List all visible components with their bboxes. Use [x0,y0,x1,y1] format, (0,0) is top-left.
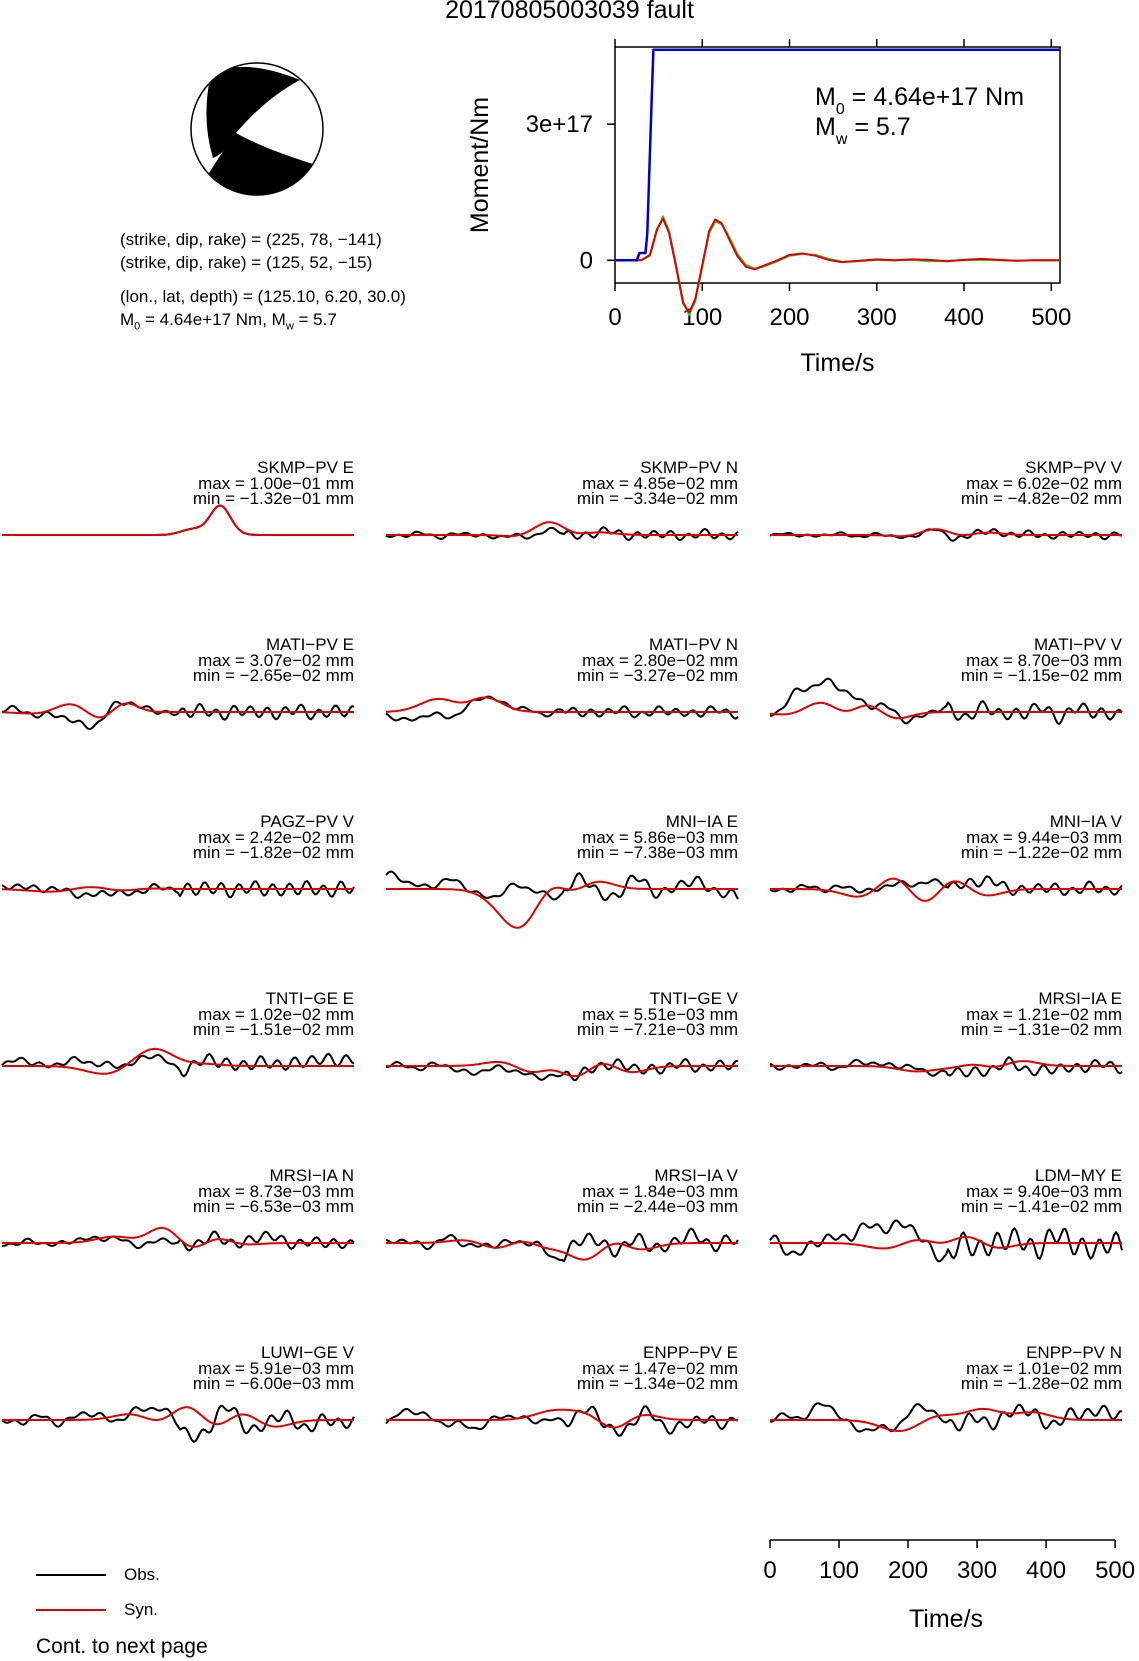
observed-trace [386,1059,738,1080]
waveform-panel [386,1343,738,1436]
min-amplitude-label: min = −7.38e−03 mm [576,843,738,862]
observed-trace [2,506,354,535]
min-amplitude-label: min = −1.32e−01 mm [192,489,354,508]
station-label: SKMP−PV V [1025,458,1122,477]
station-label: MRSI−IA N [269,1166,354,1185]
max-amplitude-label: max = 5.51e−03 mm [582,1005,738,1024]
max-amplitude-label: max = 6.02e−02 mm [966,474,1122,493]
max-amplitude-label: max = 5.91e−03 mm [198,1359,354,1378]
max-amplitude-label: max = 1.01e−02 mm [966,1359,1122,1378]
synthetic-trace [770,1409,1122,1431]
page-title: 20170805003039 fault [445,0,694,24]
observed-trace [770,1221,1122,1262]
max-amplitude-label: max = 1.84e−03 mm [582,1182,738,1201]
station-label: SKMP−PV N [640,458,738,477]
x-tick-label: 200 [769,304,810,331]
station-label: ENPP−PV N [1026,1343,1122,1362]
synthetic-trace [2,1228,354,1247]
moment-magnitude-line: $M_0 = 4.64e+17$ Nm, $M_w = 5.7$ [120,310,337,333]
waveform-panel [770,458,1123,541]
waveform-panel [386,989,739,1080]
observed-trace [2,702,354,729]
waveform-panel [386,635,738,721]
max-amplitude-label: max = 4.85e−02 mm [582,474,738,493]
max-amplitude-label: max = 9.44e−03 mm [966,828,1122,847]
station-label: MRSI−IA E [1038,989,1122,1008]
waveform-panel [386,458,738,540]
cumulative-moment-line [615,50,1060,261]
station-label: PAGZ−PV V [260,812,354,831]
y-tick-label: 0 [579,247,593,275]
observed-trace [2,1232,354,1251]
max-amplitude-label: max = 8.70e−03 mm [966,651,1122,670]
x-axis-label: Time/s [800,349,875,377]
max-amplitude-label: max = 8.73e−03 mm [198,1182,354,1201]
observed-trace [386,872,738,901]
min-amplitude-label: min = −3.27e−02 mm [576,666,738,685]
max-amplitude-label: max = 1.21e−02 mm [966,1005,1122,1024]
legend-synthetic [36,1600,216,1620]
synthetic-trace [2,506,354,535]
min-amplitude-label: min = −1.15e−02 mm [960,666,1122,685]
waveform-panel [770,635,1123,724]
station-label: LUWI−GE V [260,1343,354,1362]
y-tick-label: 3e+17 [525,111,593,139]
max-amplitude-label: max = 5.86e−03 mm [582,828,738,847]
observed-trace [386,1229,738,1262]
time-axis-label: Time/s [908,1605,984,1630]
waveform-panel [2,812,355,898]
station-label: SKMP−PV E [257,458,354,477]
m0-annotation: $M_0 = 4.64e+17$ Nm [815,83,1025,118]
nodal-plane-1: (strike, dip, rake) = (225, 78, −141) [120,230,382,249]
nodal-plane-2: (strike, dip, rake) = (125, 52, −15) [120,253,373,272]
focal-mechanism-beachball [186,58,328,200]
x-tick-label: 400 [943,304,985,331]
time-axis-tick-label: 100 [818,1557,860,1584]
observed-line-swatch [36,1574,106,1576]
synthetic-trace [386,1410,738,1428]
synthetic-trace [2,1049,354,1074]
min-amplitude-label: min = −1.34e−02 mm [576,1374,738,1393]
min-amplitude-label: min = −1.31e−02 mm [960,1020,1122,1039]
station-label: MATI−PV E [265,635,354,654]
waveform-panel [2,458,354,535]
seismogram-grid [0,455,1139,1630]
station-label: TNTI−GE E [265,989,354,1008]
legend-synthetic-label: Syn. [124,1600,159,1619]
min-amplitude-label: min = −1.28e−02 mm [960,1374,1122,1393]
time-axis-tick-label: 300 [957,1557,998,1584]
time-axis-tick-label: 500 [1095,1557,1136,1584]
waveform-panel [770,989,1122,1076]
y-axis-label: Moment/Nm [466,96,494,234]
legend-observed-label: Obs. [124,1565,160,1584]
min-amplitude-label: min = −1.22e−02 mm [960,843,1122,862]
waveform-panel [770,1343,1122,1432]
waveform-panel [770,1166,1122,1261]
station-label: MRSI−IA V [654,1166,738,1185]
station-label: ENPP−PV E [643,1343,738,1362]
legend-observed [36,1565,216,1585]
synthetic-trace [386,1240,738,1259]
x-tick-label: 500 [1031,304,1072,331]
min-amplitude-label: min = −2.65e−02 mm [192,666,354,685]
waveform-panel [386,812,738,928]
x-tick-label: 0 [608,304,622,331]
min-amplitude-label: min = −2.44e−03 mm [576,1197,738,1216]
min-amplitude-label: min = −6.53e−03 mm [192,1197,354,1216]
observed-trace [386,527,738,540]
continuation-note: Cont. to next page [36,1635,208,1658]
max-amplitude-label: max = 9.40e−03 mm [966,1182,1122,1201]
observed-trace [2,1406,354,1442]
observed-trace [770,679,1122,724]
mw-annotation: $M_w = 5.7$ [815,113,911,148]
min-amplitude-label: min = −1.82e−02 mm [192,843,354,862]
moment-rate-red-line [615,219,1060,313]
station-label: LDM−MY E [1034,1166,1122,1185]
station-label: MATI−PV N [649,635,738,654]
station-label: MNI−IA E [665,812,738,831]
max-amplitude-label: max = 3.07e−02 mm [198,651,354,670]
synthetic-line-swatch [36,1609,106,1611]
time-axis-tick-label: 200 [888,1557,929,1584]
min-amplitude-label: min = −7.21e−03 mm [576,1020,738,1039]
observed-trace [770,1403,1122,1431]
time-axis-tick-label: 0 [763,1557,777,1584]
max-amplitude-label: max = 2.80e−02 mm [582,651,738,670]
observed-trace [386,697,738,721]
waveform-panel [2,1343,355,1442]
min-amplitude-label: min = −1.51e−02 mm [192,1020,354,1039]
time-axis-tick-label: 400 [1026,1557,1067,1584]
waveform-panel [2,1166,354,1251]
min-amplitude-label: min = −6.00e−03 mm [192,1374,354,1393]
max-amplitude-label: max = 1.00e−01 mm [198,474,354,493]
waveform-panel [2,635,354,729]
min-amplitude-label: min = −1.41e−02 mm [960,1197,1122,1216]
source-location: (lon., lat, depth) = (125.10, 6.20, 30.0) [120,287,406,306]
max-amplitude-label: max = 2.42e−02 mm [198,828,354,847]
waveform-panel [2,989,354,1076]
waveform-panel [770,812,1123,901]
synthetic-trace [386,882,738,928]
x-tick-label: 100 [682,304,723,331]
min-amplitude-label: min = −4.82e−02 mm [960,489,1122,508]
synthetic-trace [770,879,1122,901]
x-tick-label: 300 [856,304,897,331]
station-label: TNTI−GE V [649,989,738,1008]
station-label: MNI−IA V [1049,812,1122,831]
min-amplitude-label: min = −3.34e−02 mm [576,489,738,508]
max-amplitude-label: max = 1.47e−02 mm [582,1359,738,1378]
station-label: MATI−PV V [1033,635,1122,654]
max-amplitude-label: max = 1.02e−02 mm [198,1005,354,1024]
waveform-panel [386,1166,739,1261]
moment-rate-plot [460,35,1139,410]
